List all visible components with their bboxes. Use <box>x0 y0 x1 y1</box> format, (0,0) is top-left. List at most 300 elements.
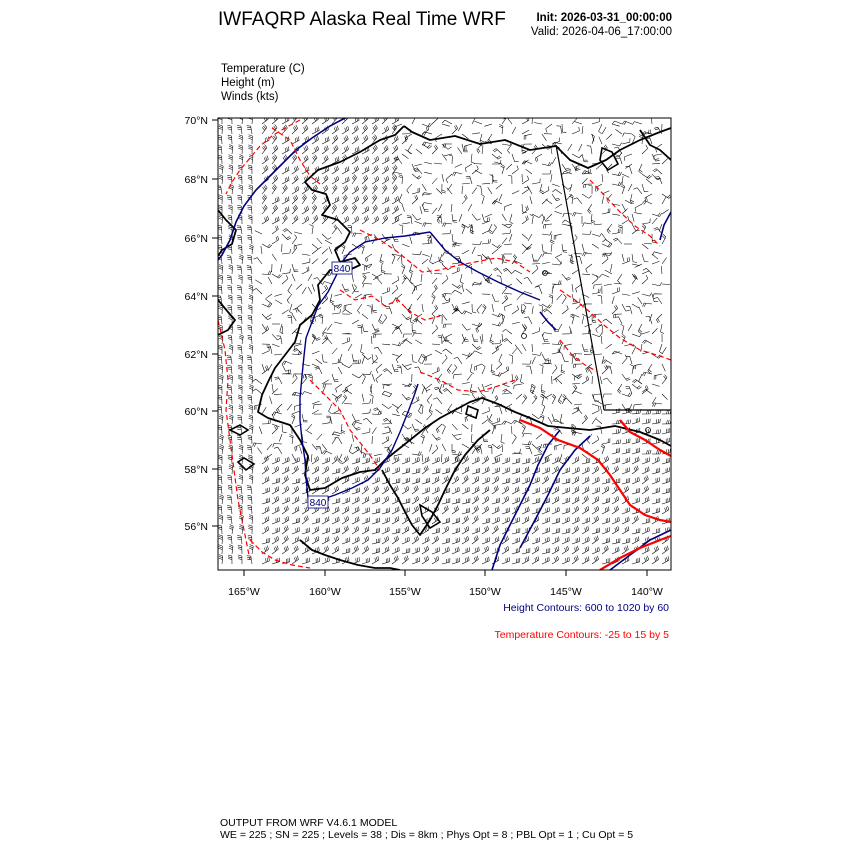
wind-barb-icon <box>462 487 469 494</box>
wind-barb-icon <box>525 447 532 455</box>
wind-barb-icon <box>602 456 609 464</box>
wind-barb-icon <box>228 395 232 404</box>
wind-barb-icon <box>274 377 282 384</box>
wind-barb-icon <box>282 457 289 464</box>
wind-barb-icon <box>632 274 637 284</box>
wind-barb-icon <box>237 266 242 274</box>
wind-barb-icon <box>572 383 580 384</box>
wind-barb-icon <box>342 548 350 554</box>
wind-barb-icon <box>662 467 670 474</box>
lat-label: 60°N <box>184 406 208 418</box>
wind-barb-icon <box>229 545 233 554</box>
wind-barb-icon <box>595 400 602 404</box>
wind-barb-icon <box>553 284 562 289</box>
wind-barb-icon <box>632 498 640 505</box>
wind-barb-icon <box>472 334 478 342</box>
wind-barb-icon <box>532 306 533 314</box>
wind-barb-icon <box>422 457 429 464</box>
wind-barb-icon <box>272 412 282 416</box>
wind-barb-icon <box>322 137 329 144</box>
wind-barb-icon <box>592 118 600 124</box>
wind-barb-icon <box>562 164 570 171</box>
wind-barb-icon <box>237 286 242 295</box>
wind-barb-icon <box>462 444 469 448</box>
wind-barb-icon <box>413 333 423 337</box>
wind-barb-icon <box>582 274 590 275</box>
wind-barb-icon <box>492 313 502 317</box>
wind-barb-icon <box>543 309 552 314</box>
wind-barb-icon <box>442 355 447 364</box>
wind-barb-icon <box>532 488 540 495</box>
wind-barb-icon <box>434 387 442 394</box>
wind-barb-icon <box>422 454 423 462</box>
wind-barb-icon <box>248 535 252 544</box>
wind-barb-icon <box>622 334 626 344</box>
wind-barb-icon <box>330 294 334 304</box>
wind-barb-icon <box>352 354 358 362</box>
wind-barb-icon <box>442 476 449 484</box>
wind-barb-icon <box>522 548 530 554</box>
wind-barb-icon <box>249 185 253 194</box>
wind-barb-icon <box>302 258 310 264</box>
wind-barb-icon <box>625 387 632 395</box>
wind-barb-icon <box>402 338 407 344</box>
wind-barb-icon <box>248 495 253 504</box>
wind-barb-icon <box>582 526 589 534</box>
wind-barb-icon <box>572 506 579 514</box>
wind-barb-icon <box>282 249 291 254</box>
wind-barb-icon <box>662 210 669 215</box>
wind-barb-icon <box>592 275 598 284</box>
wind-barb-icon <box>416 149 422 154</box>
wind-barb-icon <box>282 546 289 554</box>
wind-barb-icon <box>532 327 540 334</box>
wind-barb-icon <box>532 254 538 262</box>
wind-barb-icon <box>482 416 488 425</box>
wind-barb-icon <box>292 215 298 224</box>
wind-barb-icon <box>362 394 364 402</box>
wind-barb-icon <box>262 303 272 307</box>
wind-barb-icon <box>462 547 470 554</box>
wind-barb-icon <box>592 333 602 336</box>
wind-barb-icon <box>415 284 423 291</box>
wind-barb-icon <box>443 223 453 227</box>
wind-barb-icon <box>557 294 562 300</box>
wind-barb-icon <box>517 294 522 300</box>
wind-barb-icon <box>652 252 662 256</box>
wind-barb-icon <box>602 527 610 534</box>
wind-barb-icon <box>482 518 490 524</box>
wind-barb-icon <box>538 254 542 261</box>
wind-barb-icon <box>247 235 252 244</box>
wind-barb-icon <box>312 558 320 565</box>
wind-barb-icon <box>372 556 379 564</box>
wind-barb-icon <box>272 486 279 494</box>
wind-barb-icon <box>602 438 610 444</box>
wind-barb-icon <box>392 185 397 194</box>
wind-barb-icon <box>503 339 512 345</box>
wind-barb-icon <box>662 458 670 464</box>
wind-barb-icon <box>372 304 377 313</box>
wind-barb-icon <box>652 498 660 504</box>
wind-barb-icon <box>392 478 400 484</box>
wind-barb-icon <box>535 154 542 162</box>
wind-barb-icon <box>540 365 544 375</box>
wind-barb-icon <box>652 328 658 334</box>
wind-barb-icon <box>622 448 630 454</box>
wind-barb-icon <box>532 357 535 364</box>
wind-barb-icon <box>372 508 380 514</box>
wind-barb-icon <box>312 205 317 215</box>
wind-barb-icon <box>545 394 552 398</box>
wind-barb-icon <box>247 446 252 455</box>
wind-barb-icon <box>272 155 277 165</box>
wind-barb-icon <box>352 421 362 425</box>
wind-barb-icon <box>653 169 662 174</box>
wind-barb-icon <box>602 127 606 134</box>
wind-barb-icon <box>247 226 252 234</box>
wind-barb-icon <box>312 536 319 544</box>
wind-barb-icon <box>443 389 452 395</box>
wind-barb-icon <box>662 284 670 285</box>
wind-barb-icon <box>612 458 620 464</box>
wind-barb-icon <box>442 456 449 464</box>
wind-barb-icon <box>442 444 446 451</box>
wind-barb-icon <box>262 216 269 224</box>
wind-barb-icon <box>229 405 233 414</box>
wind-barb-icon <box>612 287 620 294</box>
wind-barb-icon <box>262 194 267 204</box>
wind-barb-icon <box>512 458 520 464</box>
wind-barb-icon <box>412 517 419 524</box>
wind-barb-icon <box>603 378 612 384</box>
wind-barb-icon <box>602 545 608 554</box>
wind-barb-icon <box>438 204 442 211</box>
wind-barb-icon <box>302 155 308 164</box>
wind-barb-icon <box>622 457 630 464</box>
wind-barb-icon <box>502 517 509 524</box>
wind-barb-icon <box>402 394 411 400</box>
wind-barb-icon <box>480 336 482 344</box>
wind-barb-icon <box>462 424 468 429</box>
wind-barb-icon <box>412 451 422 455</box>
wind-barb-icon <box>342 216 349 224</box>
wind-barb-icon <box>412 478 420 484</box>
wind-barb-icon <box>552 189 562 194</box>
wind-barb-icon <box>632 457 639 464</box>
wind-barb-icon <box>405 150 412 155</box>
wind-barb-icon <box>602 518 610 524</box>
wind-barb-icon <box>612 420 621 424</box>
wind-barb-icon <box>365 254 372 262</box>
wind-barb-icon <box>654 154 662 159</box>
wind-barb-icon <box>460 274 464 284</box>
wind-barb-icon <box>282 166 289 174</box>
wind-barb-icon <box>485 214 492 217</box>
wind-barb-icon <box>542 304 552 308</box>
wind-barb-icon <box>238 175 242 184</box>
wind-barb-icon <box>501 434 505 444</box>
wind-barb-icon <box>560 454 563 464</box>
wind-barb-icon <box>472 506 479 514</box>
wind-barb-icon <box>294 232 302 234</box>
wind-barb-icon <box>249 285 253 294</box>
wind-barb-icon <box>422 487 430 494</box>
wind-barb-icon <box>282 326 283 334</box>
wind-barb-icon <box>385 307 392 315</box>
wind-barb-icon <box>553 378 562 384</box>
wind-barb-icon <box>402 468 410 474</box>
wind-barb-icon <box>329 404 333 414</box>
wind-barb-icon <box>316 359 322 364</box>
wind-barb-icon <box>512 497 520 504</box>
wind-barb-icon <box>570 314 574 324</box>
wind-barb-icon <box>319 315 323 324</box>
wind-barb-icon <box>452 365 457 375</box>
wind-barb-icon <box>599 124 602 134</box>
wind-barb-icon <box>402 537 409 544</box>
wind-barb-icon <box>332 536 339 544</box>
wind-barb-icon <box>302 206 309 214</box>
wind-barb-icon <box>652 254 658 259</box>
wind-barb-icon <box>504 244 512 245</box>
wind-barb-icon <box>662 347 666 354</box>
wind-barb-icon <box>272 115 278 124</box>
wind-barb-icon <box>272 425 278 434</box>
wind-barb-icon <box>312 444 317 450</box>
wind-barb-icon <box>612 229 620 235</box>
wind-barb-icon <box>443 349 453 354</box>
wind-barb-icon <box>342 146 349 154</box>
wind-barb-icon <box>382 496 389 504</box>
wind-barb-icon <box>522 516 529 524</box>
wind-barb-icon <box>362 185 367 194</box>
wind-barb-icon <box>322 259 328 264</box>
wind-barb-icon <box>402 556 408 565</box>
wind-barb-icon <box>418 354 422 364</box>
wind-barb-icon <box>432 145 438 154</box>
wind-barb-icon <box>502 329 512 334</box>
wind-barb-icon <box>422 466 428 475</box>
wind-barb-icon <box>253 443 263 447</box>
wind-barb-icon <box>492 304 494 312</box>
wind-barb-icon <box>455 164 462 167</box>
wind-barb-icon <box>632 558 640 564</box>
wind-barb-icon <box>492 244 502 248</box>
wind-barb-icon <box>392 285 398 294</box>
wind-barb-icon <box>502 295 508 304</box>
wind-barb-icon <box>632 516 639 525</box>
wind-barb-icon <box>562 557 569 564</box>
wind-barb-icon <box>272 217 279 225</box>
wind-barb-icon <box>392 414 400 416</box>
wind-barb-icon <box>632 477 639 484</box>
wind-barb-icon <box>362 166 369 174</box>
wind-barb-icon <box>615 129 622 134</box>
wind-barb-icon <box>622 438 630 444</box>
wind-barb-icon <box>662 478 670 484</box>
wind-barb-icon <box>412 557 420 564</box>
wind-barb-icon <box>502 393 510 394</box>
wind-barb-icon <box>442 526 449 534</box>
wind-barb-icon <box>322 380 329 384</box>
wind-barb-icon <box>592 477 599 484</box>
wind-barb-icon <box>332 225 337 234</box>
wind-barb-icon <box>582 376 589 384</box>
wind-barb-icon <box>552 528 560 534</box>
wind-barb-icon <box>489 224 493 234</box>
wind-barb-icon <box>402 548 410 554</box>
wind-barb-icon <box>482 477 490 484</box>
wind-barb-icon <box>622 204 626 211</box>
wind-barb-icon <box>312 127 319 134</box>
wind-barb-icon <box>516 394 522 399</box>
wind-barb-icon <box>412 174 421 179</box>
wind-barb-icon <box>552 341 561 345</box>
wind-barb-icon <box>248 165 252 174</box>
wind-barb-icon <box>433 398 442 404</box>
wind-barb-icon <box>520 374 524 384</box>
wind-barb-icon <box>612 172 622 176</box>
wind-barb-icon <box>402 486 409 494</box>
height-contour <box>520 436 590 548</box>
wind-barb-icon <box>362 175 368 184</box>
wind-barb-icon <box>543 253 553 257</box>
wind-barb-icon <box>332 517 339 524</box>
wind-barb-icon <box>352 186 359 194</box>
wind-barb-icon <box>342 126 349 134</box>
wind-barb-icon <box>262 145 267 155</box>
wind-barb-icon <box>253 379 263 384</box>
wind-barb-icon <box>376 374 382 383</box>
wind-barb-icon <box>562 498 570 505</box>
wind-barb-icon <box>332 204 337 214</box>
wind-barb-icon <box>292 155 297 165</box>
wind-barb-icon <box>362 272 370 274</box>
wind-barb-icon <box>342 135 348 144</box>
wind-barb-icon <box>426 384 432 393</box>
wind-barb-icon <box>219 265 223 274</box>
lon-label: 165°W <box>228 586 260 598</box>
wind-barb-icon <box>472 516 478 525</box>
wind-barb-icon <box>652 457 659 464</box>
wind-barb-icon <box>505 204 513 211</box>
wind-barb-icon <box>582 506 589 514</box>
wind-barb-icon <box>471 154 475 163</box>
wind-barb-icon <box>344 404 352 405</box>
wind-barb-icon <box>352 477 359 484</box>
wind-barb-icon <box>652 419 660 424</box>
wind-barb-icon <box>415 221 423 224</box>
wind-barb-icon <box>422 546 429 554</box>
wind-barb-icon <box>482 304 486 314</box>
wind-barb-icon <box>582 415 588 424</box>
wind-barb-icon <box>432 476 439 484</box>
wind-barb-icon <box>432 314 435 324</box>
wind-barb-icon <box>472 527 480 534</box>
wind-barb-icon <box>291 414 295 424</box>
wind-barb-icon <box>302 254 310 255</box>
wind-barb-icon <box>322 457 330 464</box>
wind-barb-icon <box>342 466 349 474</box>
wind-barb-icon <box>532 265 538 274</box>
wind-barb-icon <box>272 466 279 474</box>
contour-label: 840 <box>309 498 327 509</box>
wind-barb-icon <box>652 213 662 217</box>
wind-barb-icon <box>446 174 452 183</box>
wind-barb-icon <box>431 294 435 304</box>
wind-barb-icon <box>322 175 328 184</box>
wind-barb-icon <box>332 135 338 144</box>
wind-barb-icon <box>421 274 422 282</box>
wind-barb-icon <box>402 154 409 159</box>
wind-barb-icon <box>272 274 282 278</box>
wind-barb-icon <box>442 558 450 564</box>
wind-barb-icon <box>512 154 519 162</box>
wind-barb-icon <box>292 274 295 281</box>
wind-barb-icon <box>262 516 269 524</box>
wind-barb-icon <box>572 537 580 544</box>
wind-barb-icon <box>238 395 242 404</box>
wind-barb-icon <box>510 214 514 224</box>
wind-barb-icon <box>442 174 444 182</box>
wind-barb-icon <box>336 384 343 392</box>
wind-barb-icon <box>662 234 666 244</box>
wind-barb-icon <box>382 145 388 154</box>
wind-barb-icon <box>317 238 322 244</box>
wind-barb-icon <box>652 163 660 164</box>
wind-barb-icon <box>586 264 592 273</box>
wind-barb-icon <box>352 537 359 544</box>
wind-barb-icon <box>484 124 492 126</box>
wind-barb-icon <box>453 374 462 379</box>
wind-barb-icon <box>283 229 292 234</box>
wind-barb-icon <box>352 166 359 174</box>
wind-barb-icon <box>272 205 278 214</box>
wind-barb-icon <box>228 205 232 214</box>
wind-barb-icon <box>504 294 512 295</box>
wind-barb-icon <box>266 294 273 299</box>
wind-barb-icon <box>219 365 223 374</box>
wind-barb-icon <box>639 307 642 314</box>
wind-barb-icon <box>605 270 612 274</box>
wind-barb-icon <box>493 149 502 154</box>
wind-barb-icon <box>612 124 620 126</box>
wind-barb-icon <box>502 288 507 294</box>
wind-barb-icon <box>509 234 512 242</box>
wind-barb-icon <box>472 304 476 313</box>
wind-barb-icon <box>481 194 484 204</box>
wind-barb-icon <box>542 199 548 204</box>
wind-barb-icon <box>302 115 308 124</box>
wind-barb-icon <box>452 284 462 288</box>
wind-barb-icon <box>303 374 312 378</box>
wind-barb-icon <box>572 486 579 494</box>
wind-barb-icon <box>502 478 510 484</box>
wind-barb-icon <box>412 324 416 333</box>
wind-barb-icon <box>228 135 232 144</box>
wind-barb-icon <box>496 184 502 189</box>
wind-barb-icon <box>273 443 282 447</box>
wind-barb-icon <box>247 275 252 284</box>
wind-barb-icon <box>612 429 620 434</box>
wind-barb-icon <box>632 333 642 336</box>
wind-barb-icon <box>219 444 223 454</box>
wind-barb-icon <box>652 261 660 264</box>
wind-barb-icon <box>352 320 359 324</box>
wind-barb-icon <box>287 294 292 304</box>
wind-barb-icon <box>392 467 400 474</box>
